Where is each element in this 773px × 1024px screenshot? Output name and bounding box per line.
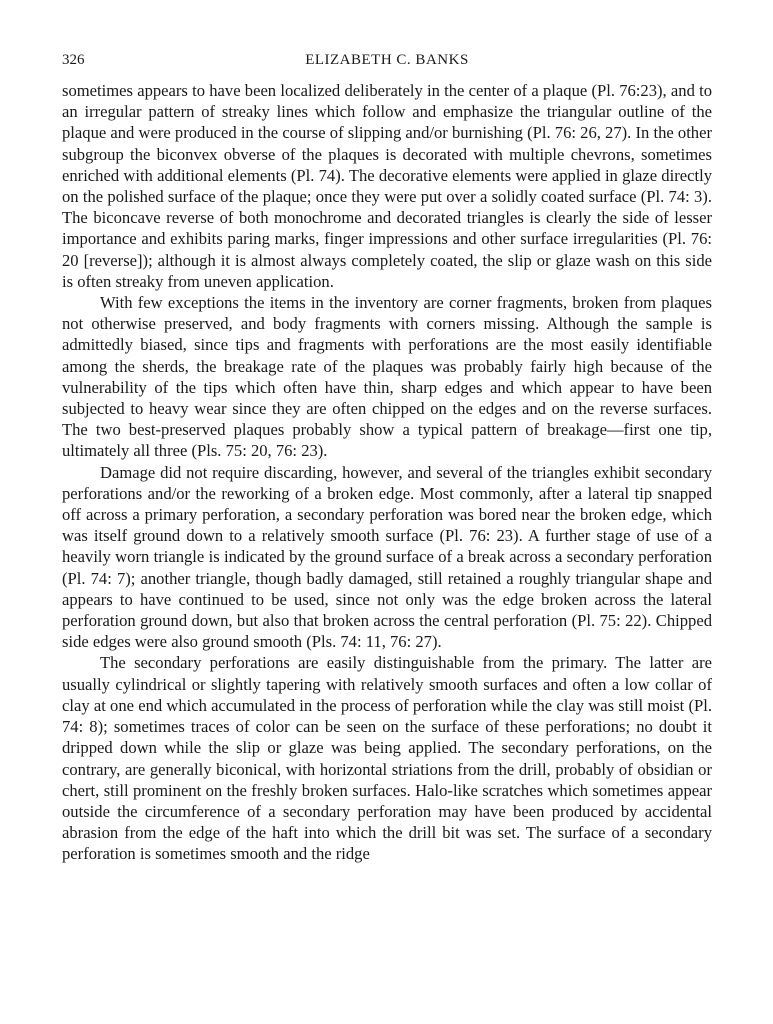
- body-text: [62, 80, 712, 865]
- paragraph-damage: Damage did not require discarding, however, and several of the triangles exhibit secondary perforations and/or the reworking of a broken edge. Most commonly, after a lateral tip snapped off across a primary perforation, a secondary perforation was bored near the broken edge, which was itself ground down to a relatively smooth surface (Pl. 76: 23). A further stage of use of a heavily worn triangle is indicated by the ground surface of a break across a secondary perforation (Pl. 74: 7); another triangle, though badly damaged, still retained a roughly triangular shape and appears to have continued to be used, since not only was the edge broken across the lateral perforation ground down, but also that broken across the central perforation (Pl. 75: 22). Chipped side edges were also ground smooth (Pls. 74: 11, 76: 27).: [62, 462, 712, 652]
- running-head: [62, 50, 712, 70]
- document-page: [62, 50, 712, 865]
- paragraph-continued: sometimes appears to have been localized deliberately in the center of a plaque (Pl. 76:23), and to an irregular pattern of streaky lines which follow and emphasize the triangular outline of the plaque and were produced in the course of slipping and/or burnishing (Pl. 76: 26, 27). In the other subgroup the biconvex obverse of the plaques is decorated with multiple chevrons, sometimes enriched with additional elements (Pl. 74). The decorative elements were applied in glaze directly on the polished surface of the plaque; once they were put over a solidly coated surface (Pl. 74: 3). The biconcave reverse of both monochrome and decorated triangles is clearly the side of lesser importance and exhibits paring marks, finger impressions and other surface irregularities (Pl. 76: 20 [reverse]); although it is almost always completely coated, the slip or glaze wash on this side is often streaky from uneven application.: [62, 81, 712, 291]
- page-number: 326: [62, 52, 85, 68]
- paragraph-perforations: The secondary perforations are easily distinguishable from the primary. The latter are usually cylindrical or slightly tapering with relatively smooth surfaces and often a low collar of clay at one end which accumulated in the process of perforation while the clay was still moist (Pl. 74: 8); sometimes traces of color can be seen on the surface of these perforations; no doubt it dripped down while the slip or glaze was being applied. The secondary perforations, on the contrary, are generally biconical, with horizontal striations from the drill, probably of obsidian or chert, still prominent on the freshly broken surfaces. Halo-like scratches which sometimes appear outside the circumference of a secondary perforation may have been produced by accidental abrasion from the edge of the haft into which the drill bit was set. The surface of a secondary perforation is sometimes smooth and the ridge: [62, 653, 712, 864]
- running-title: ELIZABETH C. BANKS: [305, 52, 469, 68]
- paragraph-breakage: With few exceptions the items in the inventory are corner fragments, broken from plaques not otherwise preserved, and body fragments with corners missing. Although the sample is admittedly biased, since tips and fragments with perforations are the most easily identifiable among the sherds, the breakage rate of the plaques was probably fairly high because of the vulnerability of the tips which often have thin, sharp edges and which appear to have been subjected to heavy wear since they are often chipped on the edges and on the reverse surfaces. The two best-preserved plaques probably show a typical pattern of breakage—first one tip, ultimately all three (Pls. 75: 20, 76: 23).: [62, 293, 712, 461]
